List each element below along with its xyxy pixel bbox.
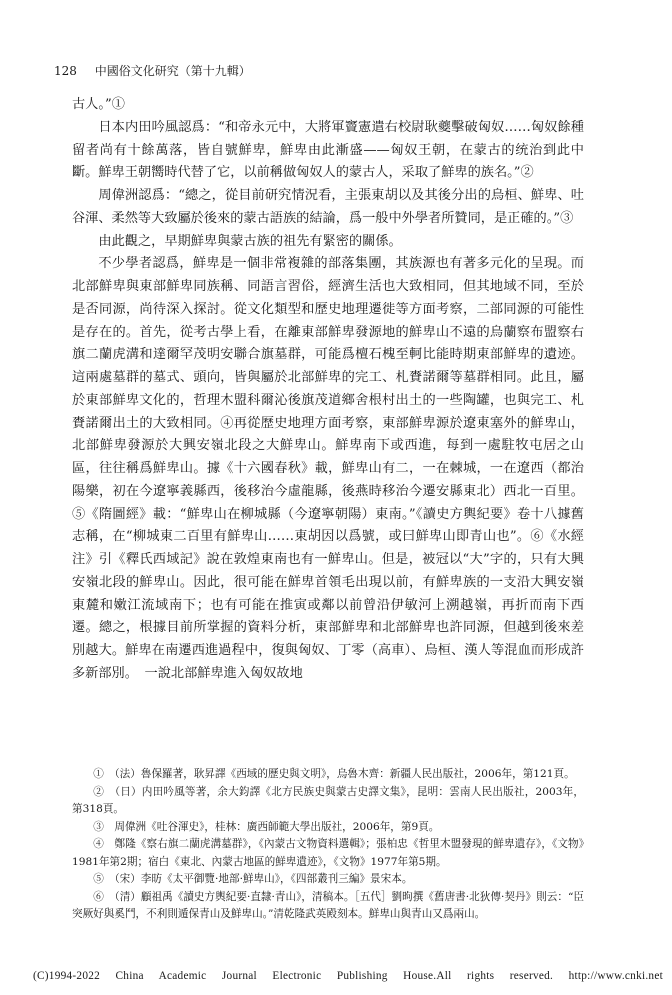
paragraph: 由此觀之，早期鮮卑與蒙古族的祖先有緊密的關係。 — [98, 233, 402, 249]
journal-title: 中國俗文化研究（第十九輯） — [94, 64, 251, 78]
page-number: 128 — [54, 64, 77, 78]
paragraph: 古人。”① — [72, 97, 125, 112]
footnote: ⑤ （宋）李昉《太平御覽·地部·鮮卑山》，《四部叢刊三編》景宋本。 — [93, 873, 413, 885]
footnote: ④ 鄭隆《察右旗二蘭虎溝墓群》，《內蒙古文物資料選輯》；張柏忠《哲里木盟發現的鮮卑遺存》，《文物》1981年第2期；宿白《東北、內蒙古地區的鮮卑遺迹》，《文物》1977年第5期。 — [72, 838, 584, 868]
paragraph: 日本内田吟風認爲：“和帝永元中，大將軍竇憲遣右校尉耿夔擊破匈奴……匈奴餘種留者尚有十餘萬落，皆自號鮮卑，鮮卑由此漸盛——匈奴王朝，在蒙古的统治到此中斷。鮮卑王朝嚮時代替了它，以前稱做匈奴人的蒙古人，采取了鮮卑的族名。”② — [72, 119, 584, 181]
footnote: ⑥ （清）顧祖禹《讀史方輿紀要·直隸·青山》，清稿本。［五代］劉昫撰《舊唐書·北狄傳·契丹》則云：“臣突厥好與奚鬥，不利則遁保青山及鮮卑山。”清乾隆武英殿刻本。鮮卑山與青山又爲兩山。 — [72, 890, 584, 920]
footnote: ① （法）魯保羅著，耿昇譯《西域的歷史與文明》，烏魯木齊：新疆人民出版社，2006年，第121頁。 — [93, 768, 575, 780]
footnotes — [72, 766, 584, 924]
footnote: ② （日）内田吟風等著，余大鈞譯《北方民族史與蒙古史譯文集》，昆明：雲南人民出版社，2003年，第318頁。 — [72, 785, 584, 815]
copyright-footer: (C)1994-2022 China Academic Journal Electronic Publishing House.All rights reserved. http://www.cnki.net — [33, 970, 663, 982]
paragraph: 周偉洲認爲：“總之，從目前研究情況看，主張東胡以及其後分出的烏桓、鮮卑、吐谷渾、柔然等大致屬於後來的蒙古語族的結論，爲一般中外學者所贊同，是正確的。”③ — [72, 188, 584, 226]
page-header — [54, 62, 618, 79]
paragraph: 不少學者認爲，鮮卑是一個非常複雜的部落集團，其族源也有著多元化的呈現。而北部鮮卑與東部鮮卑同族稱、同語言習俗，經濟生活也大致相同，但其地域不同，至於是否同源，尚待深入探討。從文化類型和歷史地理遷徙等方面考察，二部同源的可能性是存在的。首先，從考古學上看，在離東部鮮卑發源地的鮮卑山不遠的烏蘭察布盟察右旗二蘭虎溝和達爾罕茂明安聯合旗墓群，可能爲檀石槐至軻比能時期東部鮮卑的遺迹。這兩處墓群的墓式、頭向，皆與屬於北部鮮卑的完工、札賚諾爾等墓群相同。此且，屬於東部鮮卑文化的，哲理木盟科爾沁後旗茂道鄉舍根村出土的一些陶罐，也與完工、札賚諾爾出土的大致相同。④再從歷史地理方面考察，東部鮮卑源於遼東塞外的鮮卑山，北部鮮卑發源於大興安嶺北段之大鮮卑山。鮮卑南下或西進，每到一處駐牧屯居之山區，往往稱爲鮮卑山。據《十六國春秋》載，鮮卑山有二，一在棘城，一在遼西（都治陽樂，初在今遼寧義縣西，後移治今虛龍縣，後燕時移治今遷安縣東北）西北一百里。⑤《隋圖經》載：“鮮卑山在柳城縣（今遼寧朝陽）東南。”《讀史方輿紀要》卷十八據舊志稱，在“柳城東二百里有鮮卑山……東胡因以爲號，或曰鮮卑山即青山也”。⑥《水經注》引《釋氏西域記》說在敦煌東南也有一鮮卑山。但是，被冠以“大”字的，只有大興安嶺北段的鮮卑山。因此，很可能在鮮卑首領毛出現以前，有鮮卑族的一支沿大興安嶺東麓和嫩江流域南下；也有可能在推寅或鄰以前曾沿伊敏河上溯越嶺，再折而南下西遷。總之，根據目前所掌握的資料分析，東部鮮卑和北部鮮卑也許同源，但越到後來差別越大。鮮卑在南遷西進過程中，復與匈奴、丁零（高車）、烏桓、漢人等混血而形成許多新部別。 一說北部鮮卑進入匈奴故地 — [72, 256, 584, 681]
footnote: ③ 周偉洲《吐谷渾史》，桂林：廣西師範大學出版社，2006年，第9頁。 — [93, 820, 440, 833]
main-text — [72, 94, 584, 686]
